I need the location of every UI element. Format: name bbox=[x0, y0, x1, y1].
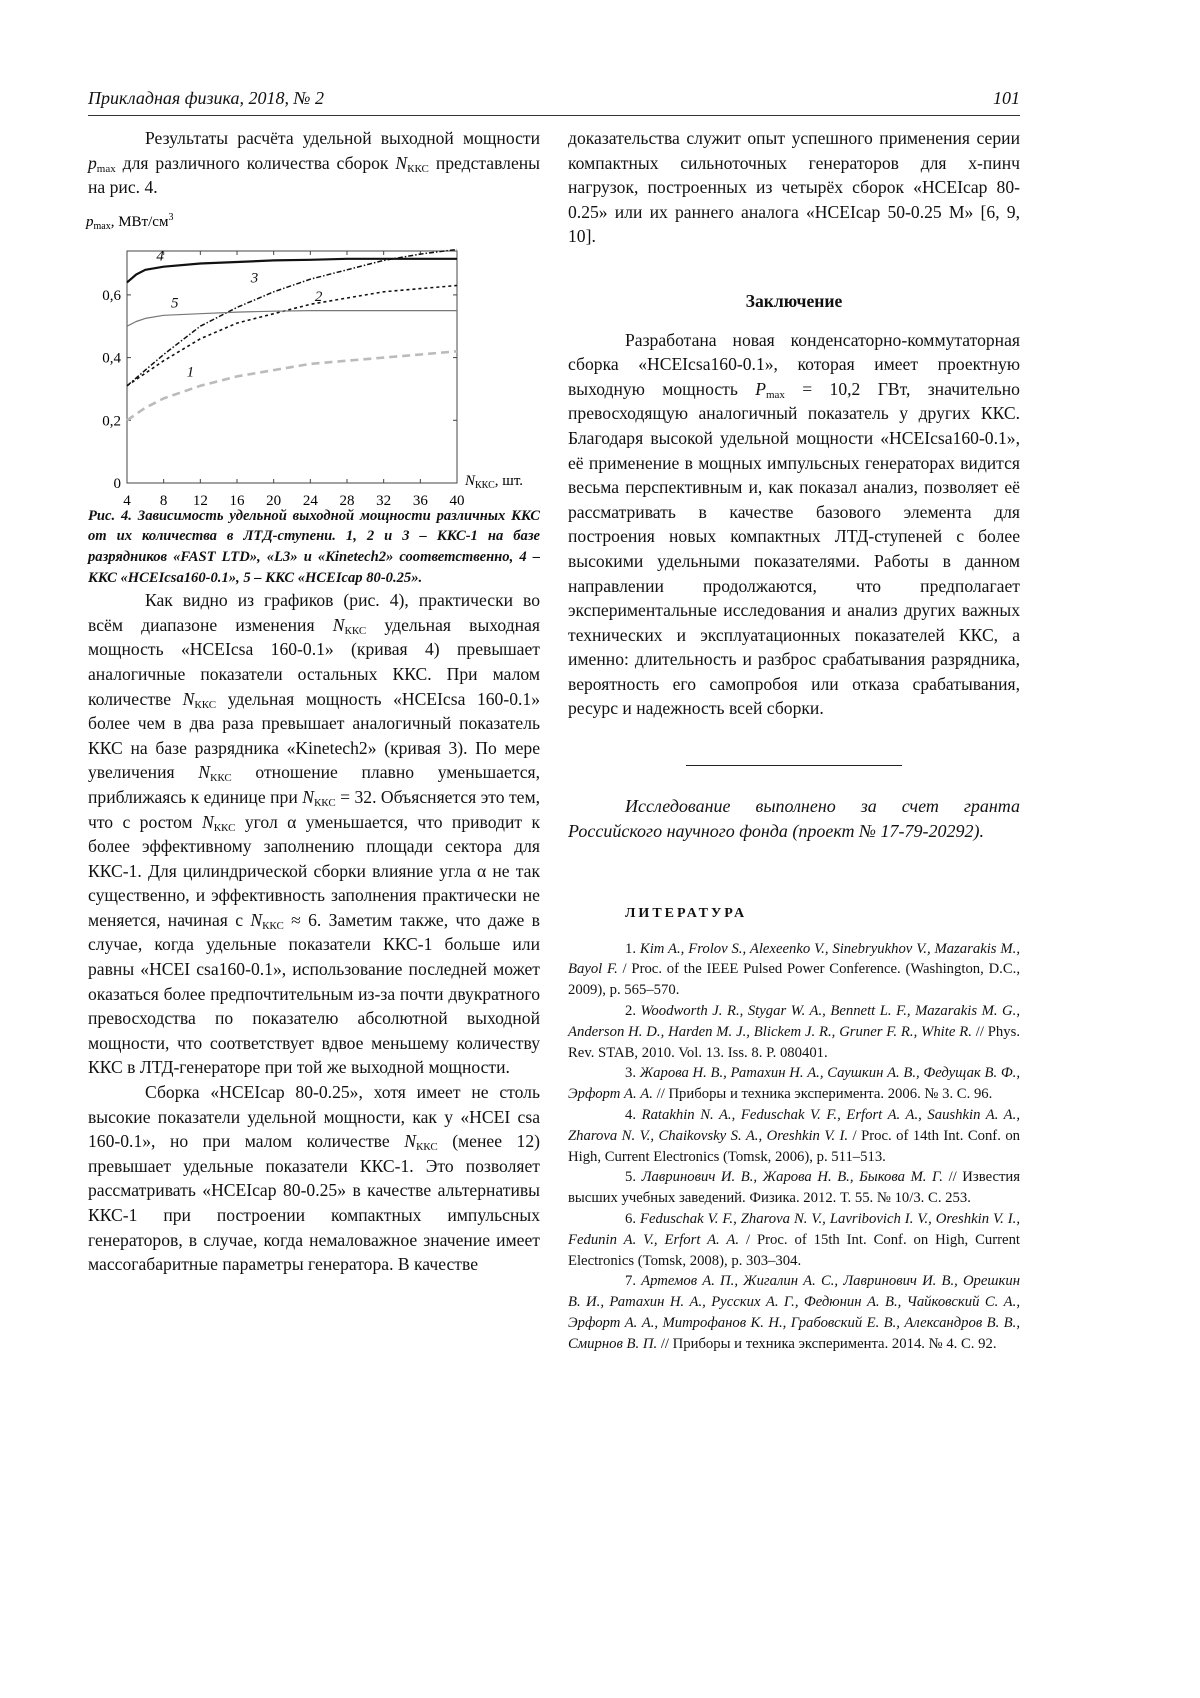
reference-item: 7. Артемов А. П., Жигалин А. С., Лавринович И. В., Орешкин В. И., Ратахин Н. А., Русских А. Г., Федюнин А. В., Чайковский С. А., Эрфорт А. А., Митрофанов К. Н., Грабовский Е. В., Александров В. В., Смирнов В. П. // Приборы и техника эксперимента. 2014. № 4. С. 92. bbox=[568, 1273, 1020, 1352]
x-tick-label: 12 bbox=[192, 492, 208, 506]
curve-3 bbox=[127, 249, 457, 385]
y-axis-label: $p_{max}$, МВт/$см^3$ bbox=[86, 211, 174, 232]
paragraph: Сборка «HCEIcap 80-0.25», хотя имеет не столь высокие показатели удельной мощности, как у «HCEI csa 160-0.1», но при малом количестве $N_{ККС}$ (менее 12) превышает удельные показатели ККС-1. Это позволяет рассматривать «HCEIcap 80-0.25» в качестве альтернативы ККС-1 при построении компактных импульсных генераторов, в случае, когда немаловажное значение имеет массогабаритные параметры генератора. В качестве bbox=[88, 1082, 540, 1275]
reference-item: 3. Жарова Н. В., Ратахин Н. А., Саушкин А. В., Федущак В. Ф., Эрфорт А. А. // Приборы и техника эксперимента. 2006. № 3. С. 96. bbox=[568, 1065, 1020, 1103]
x-tick-label: 24 bbox=[302, 492, 318, 506]
y-tick-label: 0 bbox=[113, 475, 121, 492]
figure-caption: Рис. 4. Зависимость удельной выходной мощности различных ККС от их количества в ЛТД-ступени. 1, 2 и 3 – ККС-1 на базе разрядников «FAST LTD», «L3» и «Kinetech2» соответственно, 4 – ККС «HCEIcsa160-0.1», 5 – ККС «HCEIcap 80-0.25». bbox=[88, 507, 540, 586]
y-tick-label: 0,2 bbox=[102, 413, 121, 430]
curve-4 bbox=[127, 259, 457, 283]
left-column bbox=[88, 126, 540, 1277]
curve-1 bbox=[127, 351, 457, 420]
reference-item: 1. Kim A., Frolov S., Alexeenko V., Sinebryukhov V., Mazarakis M., Bayol F. / Proc. of the IEEE Pulsed Power Conference. (Washington, D.C., 2009), p. 565–570. bbox=[568, 940, 1020, 999]
curve-5 bbox=[127, 310, 457, 326]
reference-item: 5. Лавринович И. В., Жарова Н. В., Быкова М. Г. // Известия высших учебных заведений. Физика. 2012. Т. 55. № 10/3. С. 253. bbox=[568, 1169, 1021, 1207]
reference-item: 4. Ratakhin N. A., Feduschak V. F., Erfort A. A., Saushkin A. A., Zharova N. V., Chaikovsky S. A., Oreshkin V. I. / Proc. of 14th Int. Conf. on High, Current Electronics (Tomsk, 2006), p. 511–513. bbox=[568, 1107, 1021, 1165]
x-tick-label: 40 bbox=[449, 492, 465, 506]
references-heading: ЛИТЕРАТУРА bbox=[625, 906, 748, 922]
x-tick-label: 32 bbox=[376, 492, 392, 506]
x-tick-label: 36 bbox=[412, 492, 428, 506]
acknowledgement: Исследование выполнено за счет гранта Российского научного фонда (проект № 17-79-20292). bbox=[568, 796, 1020, 842]
curve-label-1: 1 bbox=[186, 364, 195, 381]
section-heading: Заключение bbox=[745, 290, 843, 311]
reference-list bbox=[568, 939, 1020, 1355]
curve-label-3: 3 bbox=[250, 270, 259, 287]
right-column bbox=[568, 126, 1020, 1355]
curve-label-5: 5 bbox=[171, 295, 179, 312]
curve-label-4: 4 bbox=[156, 248, 164, 265]
reference-item: 6. Feduschak V. F., Zharova N. V., Lavribovich I. V., Oreshkin V. I., Fedunin A. V., Erfort A. A. / Proc. of 15th Int. Conf. on High, Current Electronics (Tomsk, 2008), p. 303–304. bbox=[568, 1211, 1021, 1269]
curve-label-2: 2 bbox=[314, 288, 323, 305]
page-number: 101 bbox=[993, 88, 1020, 108]
x-tick-label: 20 bbox=[266, 492, 282, 506]
x-tick-label: 16 bbox=[229, 492, 245, 506]
y-tick-label: 0,4 bbox=[102, 350, 121, 367]
paragraph: доказательства служит опыт успешного применения серии компактных сильноточных генераторов для х-пинч нагрузок, построенных из четырёх сборок «HCEIcap 80-0.25» или их раннего аналога «HCEIcap 50-0.25 M» [6, 9, 10]. bbox=[568, 128, 1020, 247]
paragraph: Разработана новая конденсаторно-коммутаторная сборка «HCEIcsa160-0.1», которая имеет проектную выходную мощность $P_{max} = 10,2$ ГВт, значительно превосходящую аналогичный показатель у других ККС. Благодаря высокой удельной мощности «HCEIcsa160-0.1», её применение в мощных импульсных генераторах видится весьма перспективным и, как показал анализ, позволяет её рассматривать в качестве базового элемента для построения новых компактных ЛТД-ступеней с более высокими удельными показателями. Работы в данном направлении продолжаются, что предполагает экспериментальные исследования и анализ других важных технических и эксплуатационных показателей ККС, а именно: длительность и разброс срабатывания разрядника, вероятность его самопробоя или отказа срабатывания, ресурс и надежность всей сборки. bbox=[568, 329, 1020, 719]
x-tick-label: 4 bbox=[123, 492, 131, 506]
divider bbox=[686, 765, 902, 766]
reference-item: 2. Woodworth J. R., Stygar W. A., Bennett L. F., Mazarakis M. G., Anderson H. D., Harden M. J., Blickem J. R., Gruner F. R., White R. // Phys. Rev. STAB, 2010. Vol. 13. Iss. 8. P. 080401. bbox=[568, 1003, 1021, 1061]
running-header bbox=[88, 88, 1020, 109]
x-tick-label: 8 bbox=[159, 492, 168, 506]
paragraph: Результаты расчёта удельной выходной мощности $p_{max}$ для различного количества сборок $N_{ККС}$ представлены на рис. 4. bbox=[88, 128, 540, 198]
y-tick-label: 0,6 bbox=[102, 287, 121, 304]
x-tick-label: 28 bbox=[339, 492, 355, 506]
x-axis-label: $N_{ККС}$, шт. bbox=[465, 472, 524, 491]
paragraph: Как видно из графиков (рис. 4), практически во всём диапазоне изменения $N_{ККС}$ удельная выходная мощность «HCEIcsa 160-0.1» (кривая 4) превышает аналогичные показатели остальных ККС. При малом количестве $N_{ККС}$ удельная мощность «HCEIcsa 160-0.1» более чем в два раза превышает аналогичный показатель ККС на базе разрядника «Kinetech2» (кривая 3). По мере увеличения $N_{ККС}$ отношение плавно уменьшается, приближаясь к единице при $N_{ККС} = 32$. Объясняется это тем, что с ростом $N_{ККС}$ угол α уменьшается, что приводит к более эффективному заполнению площади сектора для ККС-1. Для цилиндрической сборки влияние угла α не так существенно, и эффективность заполнения практически не меняется, начиная с $N_{ККС} \approx 6$. Заметим также, что даже в случае, когда удельные показатели ККС-1 больше или равны «HCEI csa160-0.1», использование последней может оказаться более предпочтительным из-за почти двукратного превосходства по показателю абсолютной выходной мощности, что соответствует вдвое меньшему количеству ККС в ЛТД-генераторе при той же выходной мощности. bbox=[88, 590, 541, 1078]
figure-4-chart bbox=[84, 206, 544, 506]
header-rule bbox=[88, 115, 1020, 116]
journal-title: Прикладная физика, 2018, № 2 bbox=[88, 88, 324, 108]
